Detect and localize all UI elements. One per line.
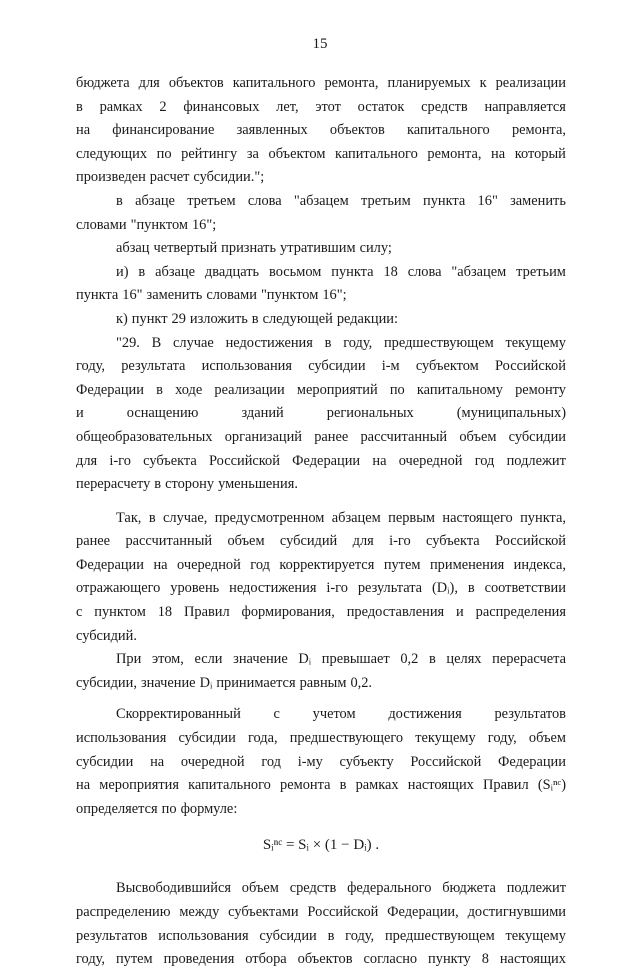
paragraph-fourth-void: [76, 237, 566, 261]
text-line: абзац четвертый признать утратившим силу;: [116, 240, 392, 257]
paragraph-threshold: [76, 648, 566, 695]
text-line: ранее рассчитанный объем субсидий для i-го субъекта Российской: [76, 533, 566, 550]
text-line: году, путем проведения отбора объектов согласно пункту 8 настоящих: [76, 951, 566, 968]
text-line: в рамках 2 финансовых лет, этот остаток средств направляется: [76, 98, 566, 115]
text-line: Высвободившийся объем средств федерального бюджета подлежит: [116, 880, 566, 897]
text-line: к) пункт 29 изложить в следующей редакции:: [116, 310, 399, 327]
text-line: и оснащению зданий региональных (муниципальных): [76, 405, 566, 422]
text-line: и) в абзаце двадцать восьмом пункта 18 слова "абзацем третьим: [116, 263, 566, 280]
text-line: словами "пунктом 16";: [76, 216, 217, 233]
text-line: отражающего уровень недостижения i-го результата (Dᵢ), в соответствии: [76, 580, 566, 597]
text-line: на мероприятия капитального ремонта в рамках настоящих Правил (Sᵢⁿᶜ): [76, 777, 566, 794]
page-number: 15: [312, 36, 328, 52]
text-line: Федерации на очередной год корректируется путем применения индекса,: [76, 556, 566, 573]
text-line: на финансирование заявленных объектов капитального ремонта,: [76, 122, 566, 139]
document-body: [76, 72, 566, 972]
text-line: использования субсидии года, предшествующего текущему году, объем: [76, 730, 566, 747]
text-line: Так, в случае, предусмотренном абзацем первым настоящего пункта,: [116, 509, 566, 526]
text-line: перерасчету в сторону уменьшения.: [76, 476, 298, 493]
text-line: определяется по формуле:: [76, 800, 238, 817]
text-line: субсидии, значение Dᵢ принимается равным 0,2.: [76, 674, 373, 691]
text-line: субсидий.: [76, 627, 137, 644]
formula: Sᵢⁿᶜ = Sᵢ × (1 − Dᵢ) .: [262, 837, 380, 854]
paragraph-item-k: [76, 308, 566, 332]
text-line: При этом, если значение Dᵢ превышает 0,2 в целях перерасчета: [116, 651, 566, 668]
text-line: результатов использования субсидии в году, предшествующем текущему: [76, 927, 566, 944]
paragraph-item-i: [76, 261, 566, 308]
text-line: следующих по рейтингу за объектом капитального ремонта, на который: [76, 145, 566, 162]
text-line: пункта 16" заменить словами "пунктом 16";: [76, 287, 347, 304]
text-line: бюджета для объектов капитального ремонта, планируемых к реализации: [76, 75, 566, 91]
text-line: в абзаце третьем слова "абзацем третьим пункта 16" заменить: [116, 192, 566, 209]
text-line: Скорректированный с учетом достижения результатов: [116, 706, 566, 723]
text-line: "29. В случае недостижения в году, предшествующем текущему: [116, 334, 566, 351]
paragraph-amend-third: [76, 190, 566, 237]
text-line: распределению между субъектами Российской Федерации, достигнувшими: [76, 904, 566, 920]
text-line: году, результата использования субсидии i-м субъектом Российской: [76, 358, 566, 375]
text-line: общеобразовательных организаций ранее рассчитанный объем субсидии: [76, 428, 566, 445]
text-line: субсидии на очередной год i-му субъекту Российской Федерации: [76, 753, 566, 770]
text-line: с пунктом 18 Правил формирования, предоставления и распределения: [76, 604, 566, 621]
text-line: Федерации в ходе реализации мероприятий по капитальному ремонту: [76, 381, 566, 398]
paragraph-continuation: [76, 72, 566, 190]
text-line: для i-го субъекта Российской Федерации на очередной год подлежит: [76, 452, 566, 469]
text-line: произведен расчет субсидии.";: [76, 169, 265, 186]
paragraph-recalculation: [76, 507, 566, 649]
paragraph-corrected-volume: [76, 703, 566, 821]
paragraph-released-funds: [76, 877, 566, 971]
paragraph-clause-29: [76, 332, 566, 497]
